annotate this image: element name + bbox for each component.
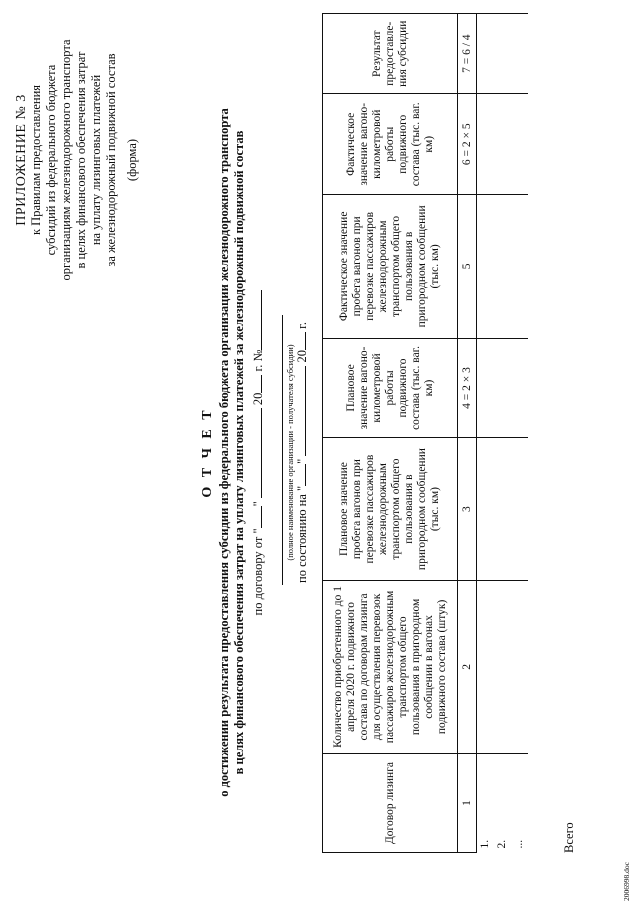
- row-label: ...: [511, 754, 528, 853]
- contract-year-blank: [250, 375, 262, 393]
- as-of-month-blank: [294, 366, 306, 456]
- col-header-actual-mileage: Фактическое значение пробега вагонов при перевозке пассажиров железнодорожным транспортом общего пользования в пригородном сообщении (тыс. км): [323, 195, 458, 339]
- contract-line: [250, 0, 266, 905]
- organization-caption: (полное наименование организации - получателя субсидии): [285, 344, 295, 561]
- table-row: [494, 14, 511, 853]
- column-number: 6 = 2 × 5: [458, 94, 477, 195]
- appendix-block: [14, 10, 140, 310]
- as-of-prefix: по состоянию на ": [295, 485, 309, 583]
- total-label: Всего: [562, 822, 576, 853]
- contract-prefix: по договору от ": [251, 528, 265, 616]
- contract-year: 20: [251, 392, 265, 406]
- appendix-line: субсидий из федерального бюджета: [44, 64, 58, 256]
- column-number: 1: [458, 754, 477, 853]
- report-title: О Т Ч Е Т: [200, 407, 215, 498]
- appendix-heading: ПРИЛОЖЕНИЕ № 3: [14, 94, 29, 226]
- as-of-line: [294, 0, 310, 905]
- column-number: 7 = 6 / 4: [458, 14, 477, 94]
- as-of-year-blank: [294, 332, 306, 350]
- table-row: [477, 14, 495, 853]
- as-of-year: 20: [295, 350, 309, 363]
- column-number: 5: [458, 195, 477, 339]
- appendix-form-label: (форма): [125, 138, 139, 182]
- contract-day-blank: [250, 506, 262, 528]
- col-header-planned-car-km: Плановое значение вагоно-километровой работы подвижного состава (тыс. ваг. км): [323, 338, 458, 438]
- row-label: 1.: [477, 754, 495, 853]
- appendix-line: к Правилам предоставления: [29, 84, 43, 236]
- report-subtitle-line: в целях финансового обеспечения затрат на уплату лизинговых платежей за железнодорожный подвижной состав: [232, 130, 246, 775]
- col-header-rolling-stock-count: Количество приобретенного до 1 апреля 2020 г. подвижного состава по договорам лизинга для осуществления перевозок пассажиров железнодорожным транспортом общего пользования в пригородном сообщении в вагонах подвижного состава (штук): [323, 580, 458, 753]
- contract-number-label: г. №: [251, 349, 265, 372]
- appendix-line: за железнодорожный подвижной состав: [104, 53, 118, 267]
- col-header-planned-mileage: Плановое значение пробега вагонов при перевозке пассажиров железнодорожным транспортом общего пользования в пригородном сообщении (тыс. км): [323, 438, 458, 581]
- column-number: 3: [458, 438, 477, 581]
- table-header-row: [323, 14, 458, 853]
- document-reference: 2006998.doc: [622, 862, 631, 901]
- appendix-line: организациям железнодорожного транспорта: [59, 39, 73, 281]
- as-of-quote: ": [295, 458, 309, 464]
- table-row: [511, 14, 528, 853]
- appendix-line: в целях финансового обеспечения затрат: [74, 51, 88, 269]
- column-number: 4 = 2 × 3: [458, 338, 477, 438]
- col-header-actual-car-km: Фактическое значение вагоно-километровой работы подвижного состава (тыс. ваг. км): [323, 94, 458, 195]
- as-of-suffix: г.: [295, 322, 309, 329]
- col-header-lease-contract: Договор лизинга: [323, 754, 458, 853]
- contract-month-blank: [250, 408, 262, 498]
- col-header-subsidy-result: Результат предоставле-ния субсидии: [323, 14, 458, 94]
- as-of-day-blank: [294, 464, 306, 486]
- contract-quote: ": [251, 501, 265, 507]
- appendix-line: на уплату лизинговых платежей: [89, 74, 103, 246]
- column-numbering-row: [458, 14, 477, 853]
- organization-name-line: [282, 315, 283, 585]
- column-number: 2: [458, 580, 477, 753]
- row-label: 2.: [494, 754, 511, 853]
- contract-number-blank: [250, 290, 262, 350]
- report-subtitle-line: о достижении результата предоставления субсидии из федерального бюджета организации железнодорожного транспорта: [217, 108, 231, 797]
- report-table: [322, 13, 528, 853]
- report-subtitle: [217, 40, 247, 865]
